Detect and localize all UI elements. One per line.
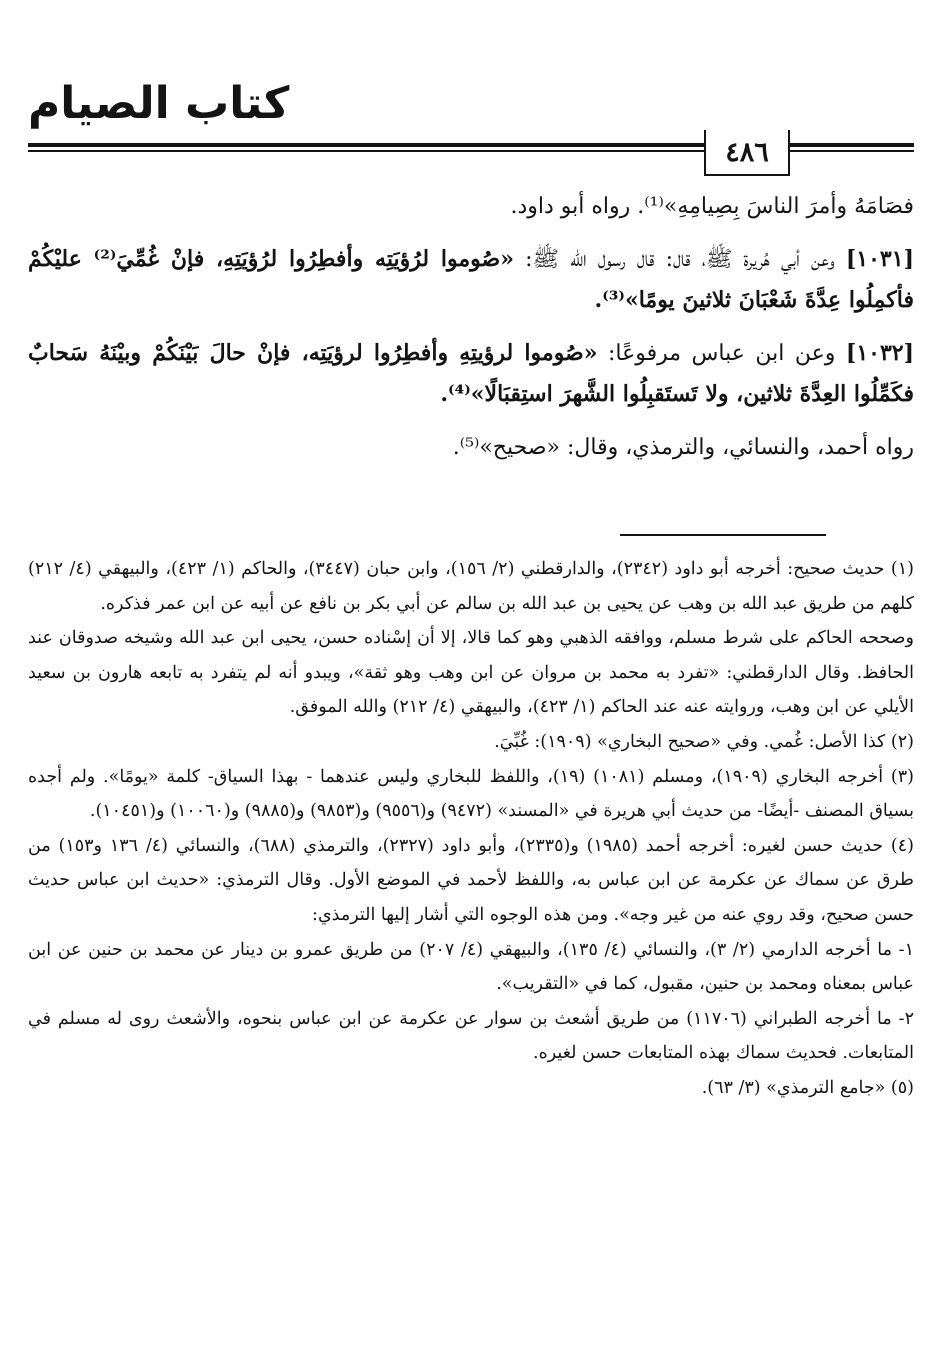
footnote-1: (١) حديث صحيح: أخرجه أبو داود (٢٣٤٢)، والدارقطني (٢/ ١٥٦)، وابن حبان (٣٤٤٧)، والحاكم (١/ ٤٢٣)، والبيهقي (٤/ ٢١٢) كلهم من طريق عبد الله بن وهب عن يحيى بن عبد الله بن سالم عن أبي بكر بن نافع عن أبيه عن ابن عمر فذكره. [28, 559, 914, 614]
page-header [0, 0, 941, 185]
main-text [28, 186, 914, 480]
header-rule-right [790, 143, 914, 147]
hadith-number: [١٠٣١] [845, 246, 914, 272]
hadith-1031 [28, 239, 914, 321]
footnote-5: (٥) «جامع الترمذي» (٣/ ٦٣). [701, 1077, 914, 1098]
footnote-2: (٢) كذا الأصل: غُمي. وفي «صحيح البخاري» (١٩٠٩): غُبِّيَ. [494, 731, 914, 752]
hadith-text: «صُوموا لرُؤيَتِه وأفطِرُوا لرُؤيَتِهِ، فإنْ غُمِّيَ⁽²⁾ عليْكُمْ فأكمِلُوا عِدَّةَ شَعْبَانَ ثلاثينَ يومًا»⁽³⁾. [28, 246, 914, 313]
hadith-text: «صُوموا لرؤيتِهِ وأفطِرُوا لرؤيَتِه، فإنْ حالَ بَيْنَكُمْ وبيْنَهُ سَحابٌ فكَمِّلُوا العِدَّةَ ثلاثين، ولا تَستَقبِلُوا الشَّهرَ استِقبَالًا»⁽⁴⁾. [28, 340, 914, 407]
header-rule [28, 143, 704, 147]
footnote-4: (٤) حديث حسن لغيره: أخرجه أحمد (١٩٨٥) و(٢٣٣٥)، وأبو داود (٢٣٢٧)، والترمذي (٦٨٨)، والنسائي (٤/ ١٣٦ و١٥٣) من طرق عن سماك عن عكرمة عن ابن عباس به، واللفظ لأحمد في الموضع الأول. وقال الترمذي: «حديث ابن عباس حديث حسن صحيح، وقد روي عنه من غير وجه». ومن هذه الوجوه التي أشار إليها الترمذي: [28, 835, 914, 925]
book-title: كتاب الصيام [28, 78, 290, 129]
footnote-4-item-1: ١- ما أخرجه الدارمي (٢/ ٣)، والنسائي (٤/ ١٣٥)، والبيهقي (٤/ ٢٠٧) من طريق عمرو بن دينار عن محمد بن حنين عن ابن عباس بمعناه ومحمد بن حنين، مقبول، كما في «التقريب». [28, 939, 914, 995]
paragraph-continuation: فصَامَهُ وأمرَ الناسَ بِصِيامِهِ»⁽¹⁾. رواه أبو داود. [510, 194, 914, 219]
footnote-4-item-2: ٢- ما أخرجه الطبراني (١١٧٠٦) من طريق أشعث بن سوار عن عكرمة عن ابن عباس بنحوه، والأشعث روى له مسلم في المتابعات. فحديث سماك بهذه المتابعات حسن لغيره. [28, 1008, 914, 1064]
header-rule-right-thin [790, 150, 914, 152]
paragraph-narration: رواه أحمد، والنسائي، والترمذي، وقال: «صحيح»⁽⁵⁾. [452, 435, 914, 460]
footnote-3: (٣) أخرجه البخاري (١٩٠٩)، ومسلم (١٠٨١) (١٩)، واللفظ للبخاري وليس عندهما - بهذا السياق- كلمة «يومًا». ولم أجده بسياق المصنف -أيضًا- من حديث أبي هريرة في «المسند» (٩٤٧٢) و(٩٥٥٦) و(٩٨٥٣) و(٩٨٨٥) و(١٠٠٦٠) و(١٠٤٥١). [28, 766, 914, 822]
footnotes [28, 552, 914, 1106]
footnote-1-continued: وصححه الحاكم على شرط مسلم، ووافقه الذهبي وهو كما قالا، إلا أن إسْناده حسن، يحيى ابن عبد الله وشيخه صدوقان عند الحافظ. وقال الدارقطني: «تفرد به محمد بن مروان عن ابن وهب وهو ثقة»، ويبدو أنه لم يتفرد به تابعه هارون بن سعيد الأيلي عن ابن وهب، وروايته عنه عند الحاكم (١/ ٤٢٣)، والبيهقي (٤/ ٢١٢) والله الموفق. [28, 628, 914, 718]
hadith-intro: وعن أبي هُريرة ﷺ، قال: قال رسول الله ﷺ: [513, 247, 846, 272]
page-number: ٤٨٦ [704, 130, 790, 176]
hadith-intro: وعن ابن عباس مرفوعًا: [597, 341, 846, 366]
hadith-number: [١٠٣٢] [845, 340, 914, 366]
header-rule-thin [28, 150, 704, 152]
footnote-separator [620, 534, 826, 536]
hadith-1032 [28, 333, 914, 415]
